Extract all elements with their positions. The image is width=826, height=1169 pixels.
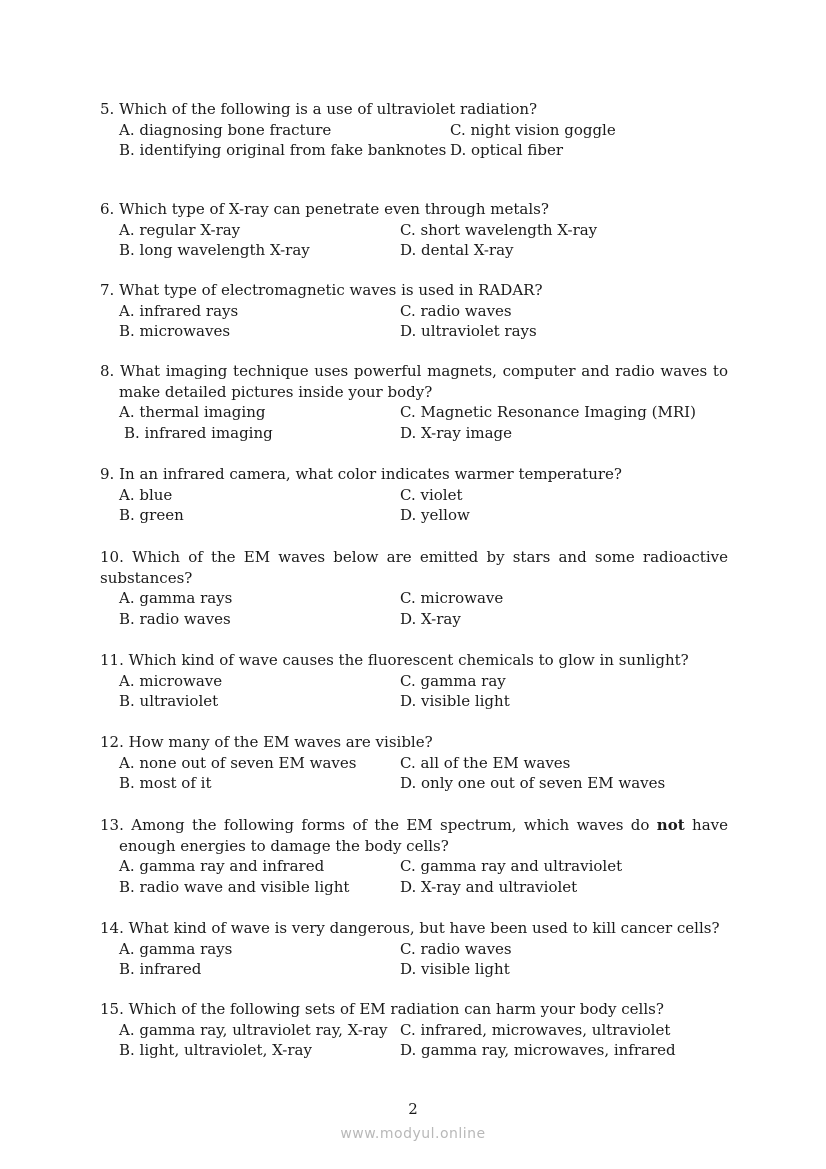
option-b: B. radio waves: [119, 609, 231, 628]
question-number: 12.: [100, 733, 124, 751]
question-text: What type of electromagnetic waves is used in RADAR?: [119, 281, 543, 299]
question-14: [100, 918, 728, 980]
options: [100, 1020, 728, 1061]
options: [100, 301, 728, 342]
question-stem: [100, 732, 728, 753]
question-10: [100, 547, 728, 629]
option-b: B. infrared imaging: [124, 423, 273, 442]
option-c: C. infrared, microwaves, ultraviolet: [400, 1020, 671, 1039]
option-d: D. visible light: [400, 692, 510, 710]
question-number: 9.: [100, 465, 115, 483]
question-number: 8.: [100, 362, 115, 380]
option-a: A. none out of seven EM waves: [119, 753, 357, 772]
option-a: A. gamma rays: [119, 939, 233, 958]
watermark: www.modyul.online: [340, 1126, 486, 1142]
option-c: C. radio waves: [400, 301, 512, 320]
option-d: D. only one out of seven EM waves: [400, 774, 666, 792]
option-b: B. infrared: [119, 959, 202, 978]
options: [100, 671, 728, 712]
option-d: D. dental X-ray: [400, 240, 514, 259]
question-text-before: Among the following forms of the EM spectrum, which waves do: [131, 816, 650, 834]
option-a: A. gamma ray and infrared: [119, 857, 325, 875]
option-b: B. microwaves: [119, 322, 231, 340]
options: [100, 120, 728, 161]
options: [100, 588, 728, 629]
option-c: C. gamma ray and ultraviolet: [400, 857, 623, 875]
option-a: A. diagnosing bone fracture: [119, 120, 332, 139]
option-a: A. infrared rays: [119, 301, 239, 320]
question-number: 7.: [100, 281, 115, 299]
question-text-after: have enough energies to damage the body cells?: [119, 816, 728, 855]
option-b: B. radio wave and visible light: [119, 877, 350, 896]
question-stem: [100, 280, 728, 301]
question-number: 11.: [100, 651, 124, 669]
option-c: C. night vision goggle: [450, 120, 616, 139]
question-number: 5.: [100, 100, 115, 118]
option-d: D. visible light: [400, 959, 510, 978]
option-d: D. ultraviolet rays: [400, 322, 537, 340]
option-d: D. yellow: [400, 506, 470, 524]
question-stem: [100, 918, 728, 939]
option-b: B. light, ultraviolet, X-ray: [119, 1041, 312, 1059]
question-stem: [100, 815, 728, 856]
question-stem: [100, 199, 728, 220]
option-a: A. blue: [119, 485, 173, 504]
option-c: C. short wavelength X-ray: [400, 220, 598, 239]
option-c: C. all of the EM waves: [400, 753, 571, 772]
question-11: [100, 650, 728, 712]
option-a: A. gamma ray, ultraviolet ray, X-ray: [119, 1020, 388, 1039]
question-12: [100, 732, 728, 794]
question-9: [100, 464, 728, 526]
question-number: 10.: [100, 548, 124, 566]
option-d: D. X-ray image: [400, 423, 513, 442]
option-c: C. radio waves: [400, 939, 512, 958]
option-d: D. gamma ray, microwaves, infrared: [400, 1041, 676, 1059]
question-text: Which type of X-ray can penetrate even through metals?: [119, 200, 549, 218]
option-b: B. long wavelength X-ray: [119, 240, 310, 259]
options: [100, 856, 728, 897]
option-d: D. optical fiber: [450, 141, 564, 159]
option-b: B. identifying original from fake banknotes: [119, 141, 447, 159]
emphasis-not: not: [656, 816, 685, 834]
question-text: Which of the following is a use of ultraviolet radiation?: [119, 100, 538, 118]
option-a: A. regular X-ray: [119, 220, 241, 239]
question-stem: [100, 464, 728, 485]
option-b: B. ultraviolet: [119, 692, 219, 710]
question-number: 13.: [100, 816, 124, 834]
options: [100, 402, 728, 443]
options: [100, 753, 728, 794]
question-13: [100, 815, 728, 897]
question-stem: [100, 99, 728, 120]
options: [100, 939, 728, 980]
option-d: D. X-ray: [400, 609, 461, 628]
question-text: Which of the EM waves below are emitted by stars and some radioactive substances?: [100, 548, 728, 587]
question-stem: [100, 361, 728, 402]
question-number: 15.: [100, 1000, 124, 1018]
option-d: D. X-ray and ultraviolet: [400, 877, 578, 896]
question-text: How many of the EM waves are visible?: [128, 733, 433, 751]
question-text: In an infrared camera, what color indicates warmer temperature?: [119, 465, 622, 483]
question-text: Which of the following sets of EM radiation can harm your body cells?: [128, 1000, 664, 1018]
option-a: A. microwave: [119, 671, 223, 690]
question-5: [100, 99, 728, 161]
option-c: C. Magnetic Resonance Imaging (MRI): [400, 403, 696, 421]
question-stem: [100, 547, 728, 588]
question-number: 14.: [100, 919, 124, 937]
option-c: C. gamma ray: [400, 671, 506, 690]
question-text: What imaging technique uses powerful magnets, computer and radio waves to make detailed pictures inside your body?: [119, 362, 728, 401]
question-text: Which kind of wave causes the fluorescent chemicals to glow in sunlight?: [128, 651, 689, 669]
question-text: What kind of wave is very dangerous, but have been used to kill cancer cells?: [128, 919, 720, 937]
question-6: [100, 199, 728, 261]
page-number: 2: [408, 1100, 418, 1118]
options: [100, 220, 728, 261]
option-c: C. violet: [400, 485, 463, 504]
question-stem: [100, 999, 728, 1020]
option-a: A. gamma rays: [119, 589, 233, 607]
options: [100, 485, 728, 526]
option-b: B. green: [119, 506, 184, 524]
question-stem: [100, 650, 728, 671]
question-8: [100, 361, 728, 443]
question-number: 6.: [100, 200, 115, 218]
option-c: C. microwave: [400, 589, 504, 607]
option-a: A. thermal imaging: [119, 403, 266, 421]
option-b: B. most of it: [119, 774, 212, 792]
question-7: [100, 280, 728, 342]
question-15: [100, 999, 728, 1061]
